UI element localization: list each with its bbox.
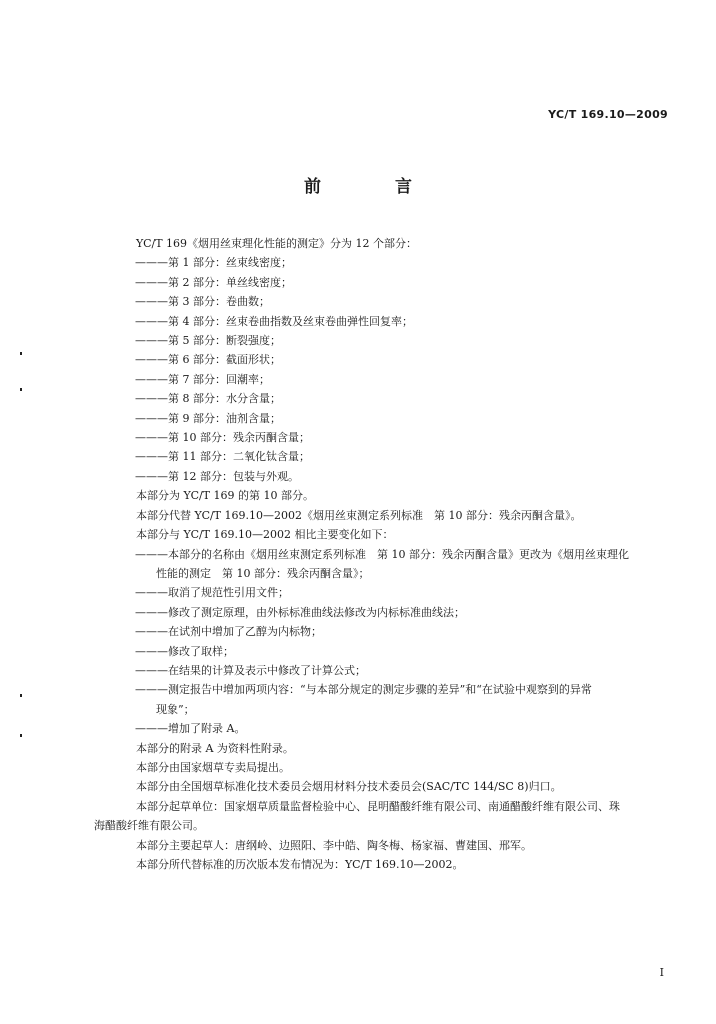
page-number: I [659, 966, 664, 979]
change-item: ———增加了附录 A。 [135, 722, 246, 736]
drafting-units-continuation: 海醋酸纤维有限公司。 [94, 819, 204, 833]
part-item: ———第 6 部分：截面形状； [135, 353, 281, 367]
this-part-statement: 本部分为 YC/T 169 的第 10 部分。 [136, 489, 315, 503]
drafters-statement: 本部分主要起草人：唐纲岭、边照阳、李中皓、陶冬梅、杨家福、曹建国、邢军。 [136, 838, 532, 852]
change-item: ———在结果的计算及表示中修改了计算公式； [135, 663, 366, 677]
change-item: ———测定报告中增加两项内容：“与本部分规定的测定步骤的差异”和“在试验中观察到的异常 [135, 683, 592, 697]
standard-code: YC/T 169.10—2009 [548, 108, 668, 121]
part-item: ———第 10 部分：残余丙酮含量； [135, 431, 310, 445]
part-item: ———第 12 部分：包装与外观。 [135, 469, 299, 483]
page-title: 前 言 [304, 177, 446, 197]
part-item: ———第 3 部分：卷曲数； [135, 295, 270, 309]
scan-mark [20, 734, 22, 737]
replaces-statement: 本部分代替 YC/T 169.10—2002《烟用丝束测定系列标准 第 10 部分：残余丙酮含量》。 [136, 508, 582, 522]
change-item: ———本部分的名称由《烟用丝束测定系列标准 第 10 部分：残余丙酮含量》更改为《烟用丝束理化 [135, 547, 629, 561]
part-item: ———第 4 部分：丝束卷曲指数及丝束卷曲弹性回复率； [135, 314, 413, 328]
change-item-continuation: 性能的测定 第 10 部分：残余丙酮含量》； [156, 566, 370, 580]
drafting-units: 本部分起草单位：国家烟草质量监督检验中心、昆明醋酸纤维有限公司、南通醋酸纤维有限公司、珠 [136, 799, 620, 813]
part-item: ———第 8 部分：水分含量； [135, 392, 281, 406]
history-statement: 本部分所代替标准的历次版本发布情况为：YC/T 169.10—2002。 [136, 858, 464, 871]
part-item: ———第 5 部分：断裂强度； [135, 334, 281, 348]
change-item-continuation: 现象”； [156, 702, 195, 716]
intro-line: YC/T 169《烟用丝束理化性能的测定》分为 12 个部分： [136, 237, 418, 250]
part-item: ———第 2 部分：单丝线密度； [135, 275, 292, 289]
part-item: ———第 9 部分：油剂含量； [135, 411, 281, 425]
scan-mark [20, 694, 22, 697]
change-item: ———修改了测定原理，由外标标准曲线法修改为内标标准曲线法； [135, 605, 465, 619]
scan-mark [20, 388, 22, 391]
change-item: ———取消了规范性引用文件； [135, 586, 289, 600]
proposed-statement: 本部分由国家烟草专卖局提出。 [136, 760, 290, 774]
appendix-statement: 本部分的附录 A 为资料性附录。 [136, 741, 294, 755]
centralized-statement: 本部分由全国烟草标准化技术委员会烟用材料分技术委员会(SAC/TC 144/SC 8)归口。 [136, 780, 562, 794]
change-item: ———修改了取样； [135, 644, 234, 658]
part-item: ———第 1 部分：丝束线密度； [135, 256, 292, 270]
part-item: ———第 7 部分：回潮率； [135, 372, 270, 386]
part-item: ———第 11 部分：二氧化钛含量； [135, 450, 310, 464]
changes-intro: 本部分与 YC/T 169.10—2002 相比主要变化如下： [136, 528, 394, 542]
foreword-body [94, 234, 676, 874]
scan-mark [20, 352, 22, 355]
change-item: ———在试剂中增加了乙醇为内标物； [135, 625, 322, 639]
